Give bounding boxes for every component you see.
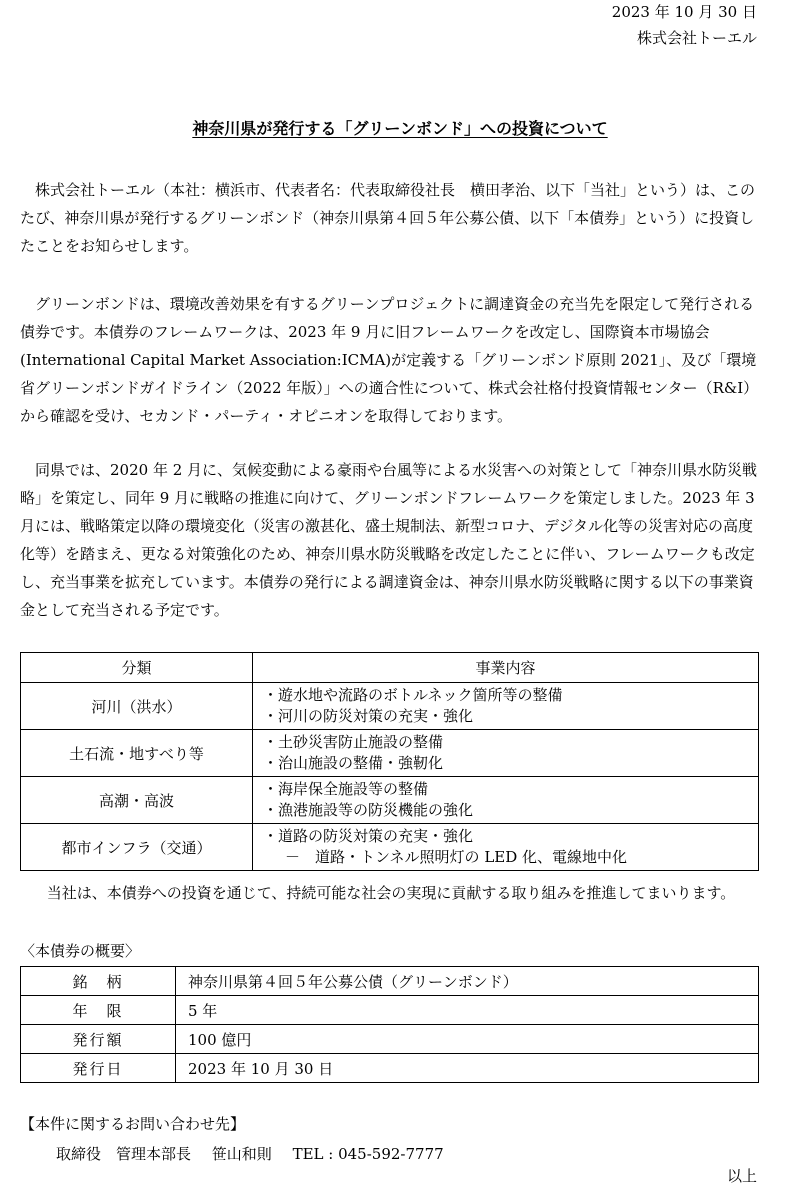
- row-item: ・治山施設の整備・強靭化: [263, 754, 444, 772]
- project-table: [20, 652, 759, 871]
- row-items: [253, 777, 759, 824]
- overview-key: 年 限: [21, 996, 176, 1025]
- overview-key: 発行日: [21, 1054, 176, 1083]
- row-item: ・海岸保全施設等の整備: [263, 780, 429, 798]
- row-category: 河川（洪水）: [21, 683, 253, 730]
- contact-details: [56, 1143, 460, 1165]
- contact-heading: 【本件に関するお問い合わせ先】: [20, 1115, 246, 1133]
- contact-role: 取締役 管理本部長: [56, 1145, 192, 1163]
- bond-overview-table: [20, 966, 759, 1083]
- overview-row: [21, 1025, 759, 1054]
- row-item: ・漁港施設等の防災機能の強化: [263, 801, 474, 819]
- table-row: [21, 824, 759, 871]
- overview-value: 2023 年 10 月 30 日: [176, 1054, 759, 1083]
- header-content: 事業内容: [253, 653, 759, 683]
- overview-value: 神奈川県第４回５年公募公債（グリーンボンド）: [176, 967, 759, 996]
- table-row: [21, 777, 759, 824]
- table-row: [21, 730, 759, 777]
- overview-heading: 〈本債券の概要〉: [20, 942, 141, 960]
- row-item: ・河川の防災対策の充実・強化: [263, 707, 474, 725]
- end-mark: 以上: [726, 1167, 757, 1185]
- row-items: [253, 824, 759, 871]
- header-category: 分類: [21, 653, 253, 683]
- contact-name: 笹山和則: [211, 1145, 272, 1163]
- overview-row: [21, 996, 759, 1025]
- row-item: ・道路の防災対策の充実・強化: [263, 827, 474, 845]
- table-header-row: [21, 653, 759, 683]
- overview-row: [21, 967, 759, 996]
- row-subitem: － 道路・トンネル照明灯の LED 化、電線地中化: [285, 848, 628, 866]
- overview-key: 発行額: [21, 1025, 176, 1054]
- document-title: 神奈川県が発行する「グリーンボンド」への投資について: [192, 119, 608, 138]
- overview-key: 銘 柄: [21, 967, 176, 996]
- row-item: ・遊水地や流路のボトルネック箇所等の整備: [263, 686, 563, 704]
- row-category: 高潮・高波: [21, 777, 253, 824]
- overview-value: 5 年: [176, 996, 759, 1025]
- paragraph-prefecture-strategy: 同県では、2020 年 2 月に、気候変動による豪雨や台風等による水災害への対策として「神奈川県水防災戦略」を策定し、同年 9 月に戦略の推進に向けて、グリーンボンドフレームワークを策定しました。2023 年 3 月には、戦略策定以降の環境変化（災害の激甚化、盛土規制法、新型コロナ、デジタル化等の災害対応の高度化等）を踏まえ、更なる対策強化のため、神奈川県水防災戦略を改定したことに伴い、フレームワークも改定し、充当事業を拡充しています。本債券の発行による調達資金は、神奈川県水防災戦略に関する以下の事業資金として充当される予定です。: [20, 461, 758, 619]
- row-items: [253, 730, 759, 777]
- contact-tel: TEL : 045-592-7777: [292, 1145, 444, 1163]
- overview-value: 100 億円: [176, 1025, 759, 1054]
- row-category: 都市インフラ（交通）: [21, 824, 253, 871]
- company-name: 株式会社トーエル: [636, 29, 757, 47]
- row-item: ・土砂災害防止施設の整備: [263, 733, 444, 751]
- row-items: [253, 683, 759, 730]
- closing-statement: 当社は、本債券への投資を通じて、持続可能な社会の実現に貢献する取り組みを推進してまいります。: [46, 884, 736, 902]
- overview-row: [21, 1054, 759, 1083]
- row-category: 土石流・地すべり等: [21, 730, 253, 777]
- table-row: [21, 683, 759, 730]
- release-date: 2023 年 10 月 30 日: [611, 3, 757, 21]
- paragraph-green-bond: グリーンボンドは、環境改善効果を有するグリーンプロジェクトに調達資金の充当先を限定して発行される債券です。本債券のフレームワークは、2023 年 9 月に旧フレームワークを改定し、国際資本市場協会(International Capital Market Association:ICMA)が定義する「グリーンボンド原則 2021」、及び「環境省グリーンボンドガイドライン（2022 年版）」への適合性について、株式会社格付投資情報センター（R&I）から確認を受け、セカンド・パーティ・オピニオンを取得しております。: [20, 295, 759, 425]
- paragraph-intro: 株式会社トーエル（本社：横浜市、代表者名：代表取締役社長 横田孝治、以下「当社」という）は、このたび、神奈川県が発行するグリーンボンド（神奈川県第４回５年公募公債、以下「本債券」という）に投資したことをお知らせします。: [20, 181, 756, 255]
